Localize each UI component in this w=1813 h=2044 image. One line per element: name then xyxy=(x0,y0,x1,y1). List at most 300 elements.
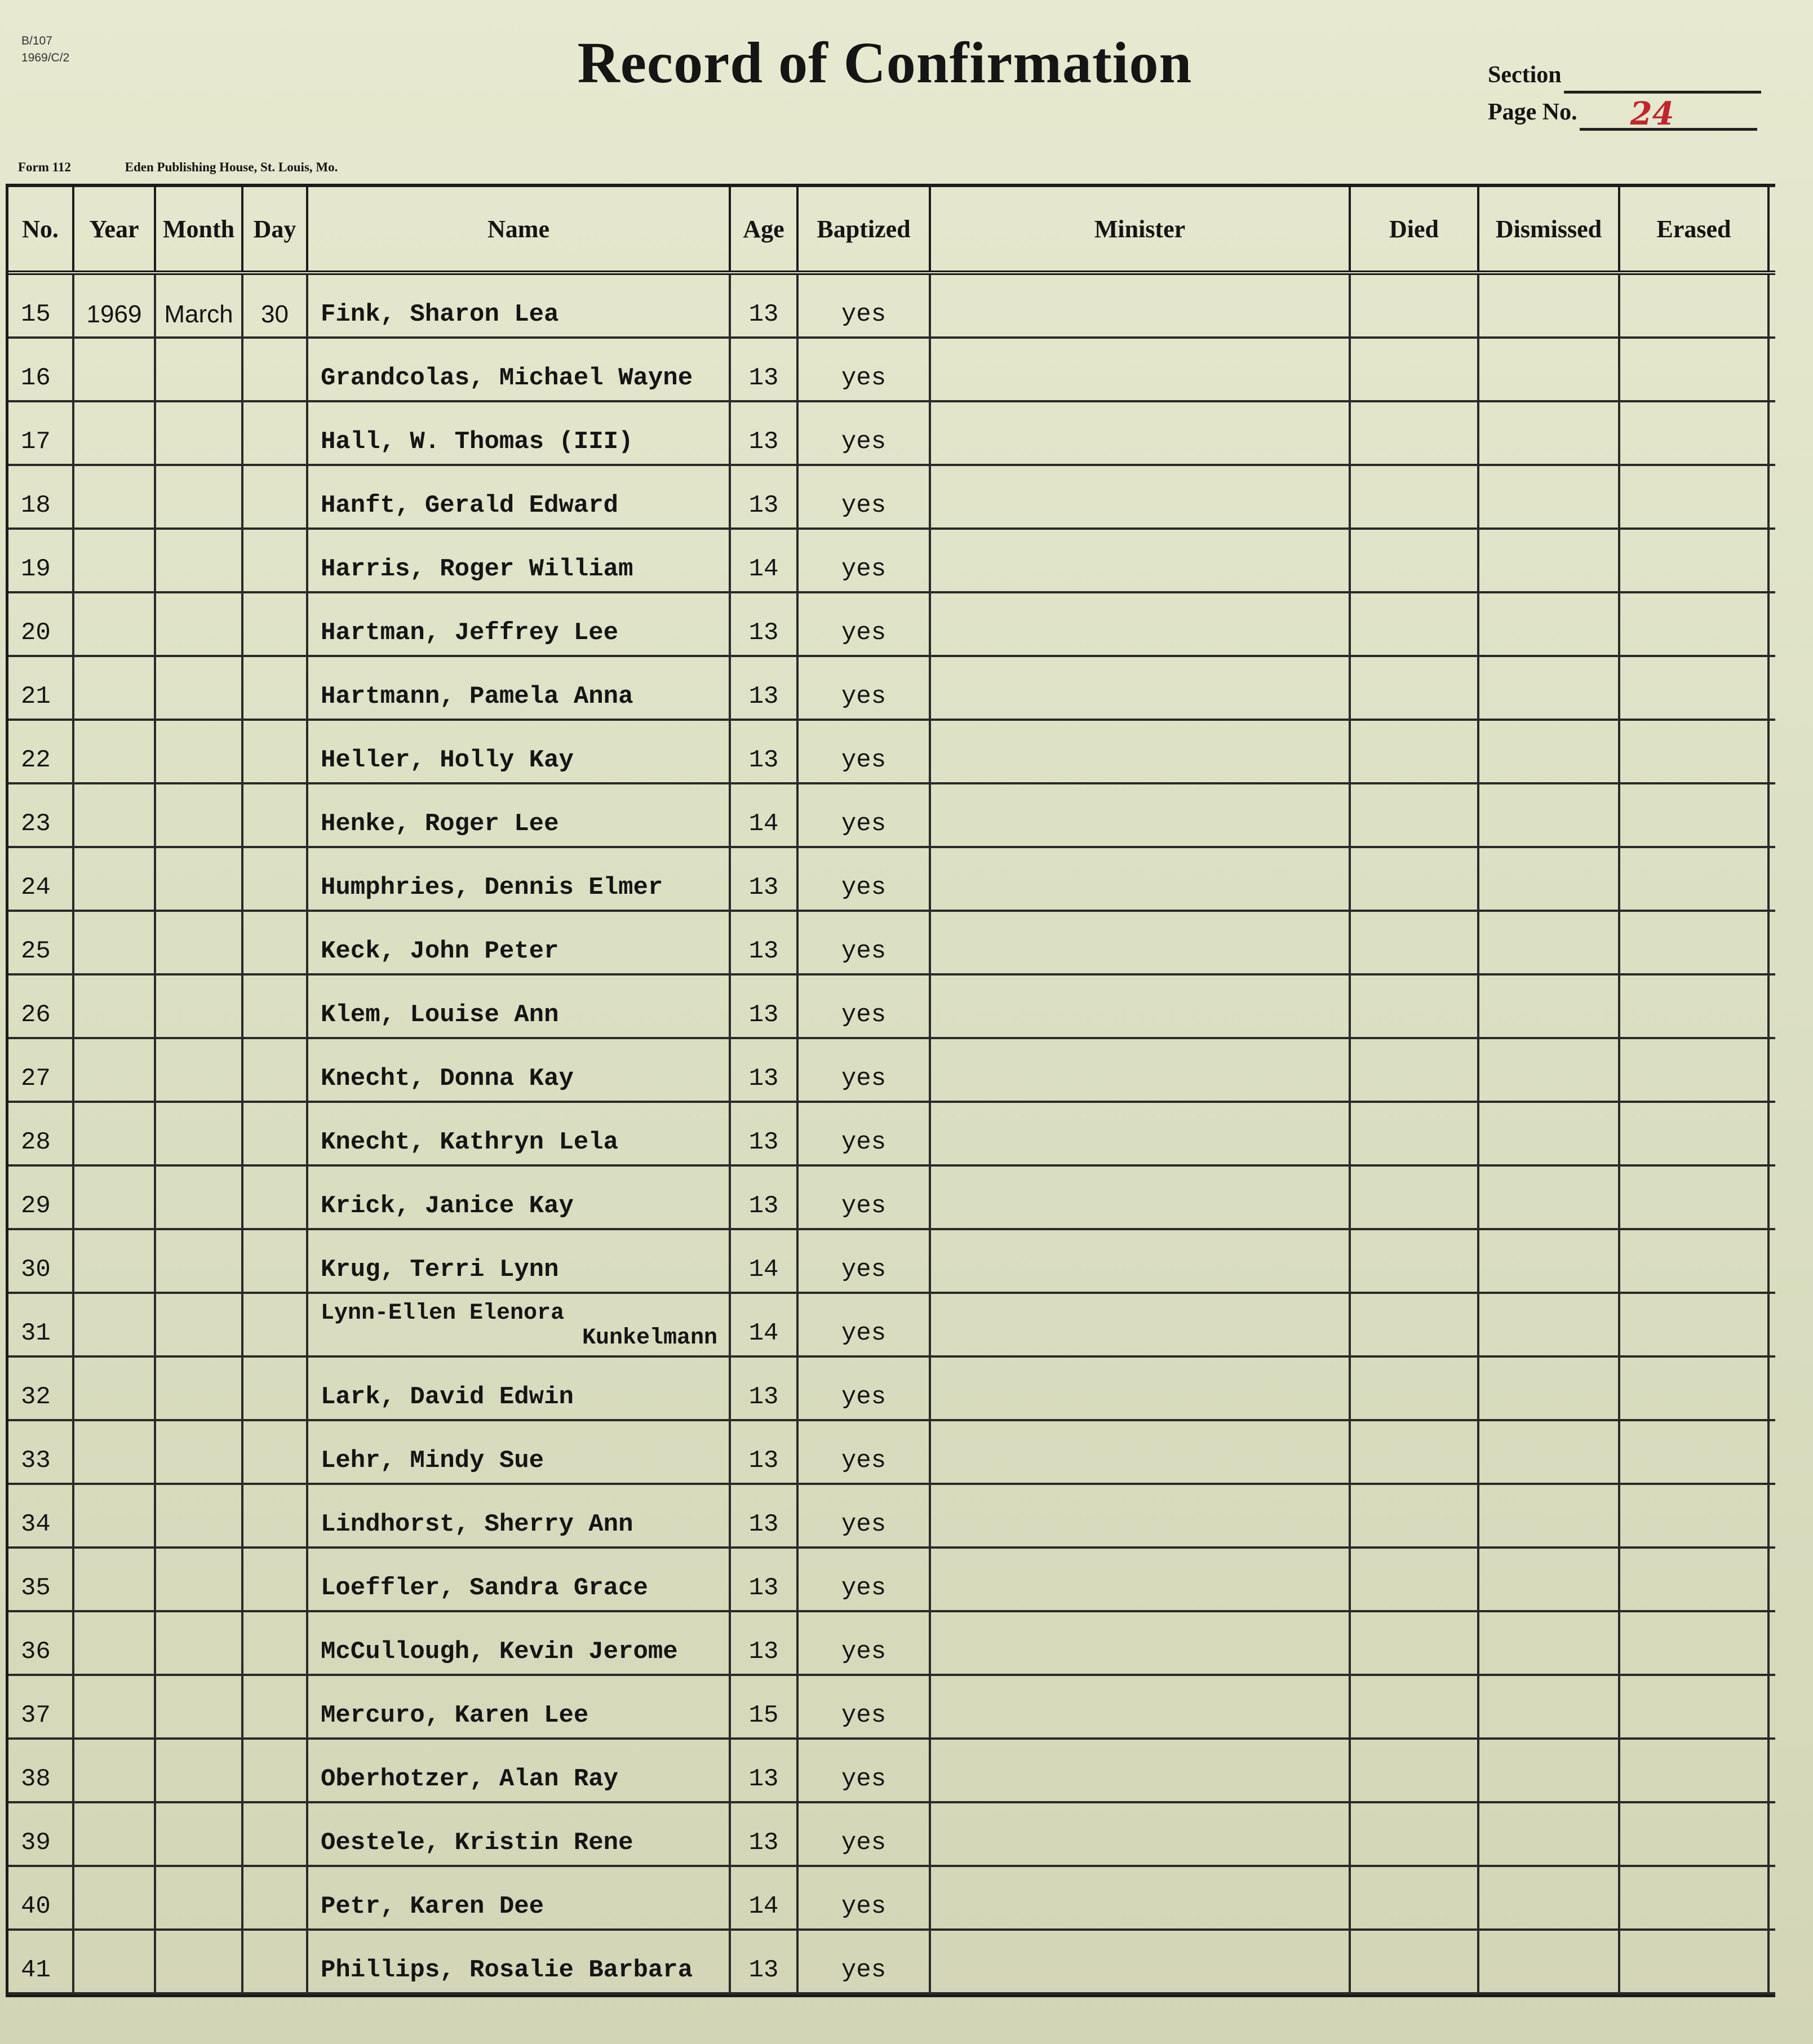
cell-name: Petr, Karen Dee xyxy=(308,1867,731,1928)
cell-name: Hartman, Jeffrey Lee xyxy=(308,593,731,655)
cell-month xyxy=(156,784,243,846)
cell-name: Keck, John Peter xyxy=(308,912,731,973)
page-no-row xyxy=(1488,94,1761,131)
cell-died xyxy=(1351,1485,1479,1546)
cell-day xyxy=(243,339,308,400)
cell-baptized: yes xyxy=(799,1039,931,1101)
cell-year xyxy=(74,848,156,910)
cell-dismissed xyxy=(1479,1358,1620,1419)
header-minister: Minister xyxy=(931,187,1351,271)
table-row xyxy=(8,1358,1775,1421)
cell-minister xyxy=(931,466,1351,527)
cell-month xyxy=(156,1931,243,1992)
cell-name: Grandcolas, Michael Wayne xyxy=(308,339,731,400)
table-row xyxy=(8,1676,1775,1740)
cell-name: Hartmann, Pamela Anna xyxy=(308,657,731,719)
cell-name: Lindhorst, Sherry Ann xyxy=(308,1485,731,1546)
cell-age: 13 xyxy=(731,976,799,1037)
cell-baptized: yes xyxy=(799,275,931,336)
cell-no: 28 xyxy=(8,1103,74,1164)
cell-month xyxy=(156,530,243,591)
cell-month xyxy=(156,1294,243,1355)
cell-dismissed xyxy=(1479,657,1620,719)
cell-died xyxy=(1351,1294,1479,1355)
cell-year xyxy=(74,1485,156,1546)
cell-baptized: yes xyxy=(799,721,931,782)
table-row xyxy=(8,1485,1775,1549)
cell-no: 24 xyxy=(8,848,74,910)
cell-year xyxy=(74,1676,156,1737)
cell-no: 27 xyxy=(8,1039,74,1101)
cell-age: 13 xyxy=(731,1612,799,1674)
cell-erased xyxy=(1620,275,1770,336)
cell-died xyxy=(1351,1612,1479,1674)
table-row xyxy=(8,848,1775,912)
cell-dismissed xyxy=(1479,1803,1620,1865)
cell-no: 22 xyxy=(8,721,74,782)
cell-name: Knecht, Donna Kay xyxy=(308,1039,731,1101)
cell-name: Knecht, Kathryn Lela xyxy=(308,1103,731,1164)
cell-dismissed xyxy=(1479,1103,1620,1164)
cell-day xyxy=(243,1294,308,1355)
cell-day xyxy=(243,912,308,973)
cell-died xyxy=(1351,784,1479,846)
cell-minister xyxy=(931,1294,1351,1355)
cell-month xyxy=(156,1103,243,1164)
cell-baptized: yes xyxy=(799,339,931,400)
header-no: No. xyxy=(8,187,74,271)
table-row xyxy=(8,275,1775,339)
cell-month xyxy=(156,976,243,1037)
cell-year xyxy=(74,657,156,719)
table-row xyxy=(8,1167,1775,1230)
cell-month xyxy=(156,1039,243,1101)
cell-dismissed xyxy=(1479,1230,1620,1292)
cell-year xyxy=(74,530,156,591)
cell-died xyxy=(1351,1230,1479,1292)
cell-year xyxy=(74,1740,156,1801)
cell-year xyxy=(74,784,156,846)
cell-day xyxy=(243,1421,308,1483)
cell-erased xyxy=(1620,1676,1770,1737)
cell-died xyxy=(1351,1867,1479,1928)
cell-erased xyxy=(1620,721,1770,782)
cell-day xyxy=(243,1167,308,1228)
name-line-1: Lynn-Ellen Elenora xyxy=(321,1301,565,1326)
cell-month xyxy=(156,593,243,655)
cell-age: 13 xyxy=(731,848,799,910)
cell-month xyxy=(156,1612,243,1674)
cell-age: 14 xyxy=(731,1294,799,1355)
page-no-field xyxy=(1580,95,1757,132)
cell-year xyxy=(74,1358,156,1419)
cell-baptized: yes xyxy=(799,1294,931,1355)
cell-year xyxy=(74,1867,156,1928)
cell-minister xyxy=(931,1485,1351,1546)
cell-erased xyxy=(1620,1039,1770,1101)
cell-month xyxy=(156,1167,243,1228)
cell-day xyxy=(243,1358,308,1419)
cell-minister xyxy=(931,1867,1351,1928)
cell-no: 40 xyxy=(8,1867,74,1928)
cell-minister xyxy=(931,1740,1351,1801)
cell-month xyxy=(156,1421,243,1483)
cell-no: 41 xyxy=(8,1931,74,1992)
cell-erased xyxy=(1620,1485,1770,1546)
cell-baptized: yes xyxy=(799,593,931,655)
cell-day xyxy=(243,1740,308,1801)
cell-no: 36 xyxy=(8,1612,74,1674)
cell-no: 33 xyxy=(8,1421,74,1483)
cell-minister xyxy=(931,1039,1351,1101)
cell-erased xyxy=(1620,1421,1770,1483)
cell-died xyxy=(1351,593,1479,655)
cell-baptized: yes xyxy=(799,1803,931,1865)
cell-year xyxy=(74,402,156,464)
cell-erased xyxy=(1620,402,1770,464)
section-field xyxy=(1564,68,1761,94)
cell-name: Phillips, Rosalie Barbara xyxy=(308,1931,731,1992)
cell-erased xyxy=(1620,530,1770,591)
header-year: Year xyxy=(74,187,156,271)
cell-dismissed xyxy=(1479,1549,1620,1610)
cell-minister xyxy=(931,657,1351,719)
cell-minister xyxy=(931,530,1351,591)
cell-erased xyxy=(1620,1740,1770,1801)
cell-year xyxy=(74,1039,156,1101)
cell-name xyxy=(308,1294,731,1355)
cell-dismissed xyxy=(1479,466,1620,527)
cell-died xyxy=(1351,402,1479,464)
cell-day xyxy=(243,1485,308,1546)
cell-age: 13 xyxy=(731,339,799,400)
section-block xyxy=(1488,56,1761,131)
cell-dismissed xyxy=(1479,912,1620,973)
cell-baptized: yes xyxy=(799,1549,931,1610)
cell-no: 20 xyxy=(8,593,74,655)
cell-age: 14 xyxy=(731,1230,799,1292)
cell-erased xyxy=(1620,1867,1770,1928)
table-row xyxy=(8,1612,1775,1676)
cell-died xyxy=(1351,1549,1479,1610)
cell-day xyxy=(243,1867,308,1928)
cell-minister xyxy=(931,1931,1351,1992)
cell-age: 13 xyxy=(731,275,799,336)
cell-month xyxy=(156,466,243,527)
cell-died xyxy=(1351,1740,1479,1801)
archive-ref-line: B/107 xyxy=(21,34,52,47)
cell-month xyxy=(156,1230,243,1292)
cell-baptized: yes xyxy=(799,784,931,846)
cell-erased xyxy=(1620,1294,1770,1355)
cell-died xyxy=(1351,1803,1479,1865)
cell-died xyxy=(1351,976,1479,1037)
cell-day xyxy=(243,1039,308,1101)
cell-name: Fink, Sharon Lea xyxy=(308,275,731,336)
cell-age: 13 xyxy=(731,1549,799,1610)
table-row xyxy=(8,1230,1775,1294)
cell-minister xyxy=(931,1803,1351,1865)
cell-minister xyxy=(931,912,1351,973)
table-row xyxy=(8,784,1775,848)
cell-day xyxy=(243,657,308,719)
confirmation-table xyxy=(6,184,1775,1997)
cell-name: Krick, Janice Kay xyxy=(308,1167,731,1228)
cell-baptized: yes xyxy=(799,1740,931,1801)
cell-minister xyxy=(931,1612,1351,1674)
cell-month xyxy=(156,912,243,973)
cell-name: Loeffler, Sandra Grace xyxy=(308,1549,731,1610)
cell-minister xyxy=(931,275,1351,336)
cell-name: Hall, W. Thomas (III) xyxy=(308,402,731,464)
cell-age: 13 xyxy=(731,1931,799,1992)
cell-erased xyxy=(1620,466,1770,527)
page-title: Record of Confirmation xyxy=(577,30,1193,95)
cell-minister xyxy=(931,1103,1351,1164)
cell-age: 15 xyxy=(731,1676,799,1737)
cell-year xyxy=(74,1167,156,1228)
cell-minister xyxy=(931,1358,1351,1419)
cell-month xyxy=(156,1803,243,1865)
cell-name: Heller, Holly Kay xyxy=(308,721,731,782)
table-row xyxy=(8,339,1775,402)
table-row xyxy=(8,1549,1775,1612)
cell-name: Mercuro, Karen Lee xyxy=(308,1676,731,1737)
cell-name: McCullough, Kevin Jerome xyxy=(308,1612,731,1674)
cell-day xyxy=(243,466,308,527)
cell-baptized: yes xyxy=(799,657,931,719)
table-row xyxy=(8,1103,1775,1167)
cell-age: 13 xyxy=(731,1485,799,1546)
cell-dismissed xyxy=(1479,1421,1620,1483)
cell-erased xyxy=(1620,1931,1770,1992)
cell-dismissed xyxy=(1479,1740,1620,1801)
cell-died xyxy=(1351,1676,1479,1737)
cell-died xyxy=(1351,721,1479,782)
cell-dismissed xyxy=(1479,275,1620,336)
cell-dismissed xyxy=(1479,593,1620,655)
table-row xyxy=(8,1421,1775,1485)
table-row xyxy=(8,466,1775,530)
cell-age: 13 xyxy=(731,1803,799,1865)
cell-name: Oestele, Kristin Rene xyxy=(308,1803,731,1865)
cell-year xyxy=(74,721,156,782)
page-no-label: Page No. xyxy=(1488,99,1577,125)
cell-year xyxy=(74,466,156,527)
cell-dismissed xyxy=(1479,1931,1620,1992)
cell-age: 13 xyxy=(731,1421,799,1483)
cell-year: 1969 xyxy=(74,275,156,336)
cell-age: 13 xyxy=(731,466,799,527)
cell-month xyxy=(156,1549,243,1610)
cell-month xyxy=(156,1740,243,1801)
cell-erased xyxy=(1620,848,1770,910)
cell-dismissed xyxy=(1479,1485,1620,1546)
cell-no: 18 xyxy=(8,466,74,527)
cell-year xyxy=(74,1612,156,1674)
cell-erased xyxy=(1620,657,1770,719)
cell-name: Lark, David Edwin xyxy=(308,1358,731,1419)
cell-no: 25 xyxy=(8,912,74,973)
cell-baptized: yes xyxy=(799,1612,931,1674)
cell-day xyxy=(243,848,308,910)
cell-died xyxy=(1351,1103,1479,1164)
cell-age: 13 xyxy=(731,1740,799,1801)
cell-name: Humphries, Dennis Elmer xyxy=(308,848,731,910)
cell-year xyxy=(74,976,156,1037)
cell-erased xyxy=(1620,1549,1770,1610)
cell-year xyxy=(74,1421,156,1483)
header-baptized: Baptized xyxy=(799,187,931,271)
cell-erased xyxy=(1620,1230,1770,1292)
cell-day: 30 xyxy=(243,275,308,336)
cell-baptized: yes xyxy=(799,402,931,464)
table-row xyxy=(8,1039,1775,1103)
cell-erased xyxy=(1620,1612,1770,1674)
cell-day xyxy=(243,402,308,464)
cell-name: Krug, Terri Lynn xyxy=(308,1230,731,1292)
cell-year xyxy=(74,1931,156,1992)
cell-day xyxy=(243,1803,308,1865)
table-row xyxy=(8,1803,1775,1867)
cell-name: Lehr, Mindy Sue xyxy=(308,1421,731,1483)
archive-ref-line: 1969/C/2 xyxy=(21,51,70,64)
cell-no: 21 xyxy=(8,657,74,719)
cell-day xyxy=(243,721,308,782)
cell-minister xyxy=(931,976,1351,1037)
cell-dismissed xyxy=(1479,721,1620,782)
table-row xyxy=(8,402,1775,466)
cell-minister xyxy=(931,1421,1351,1483)
header-month: Month xyxy=(156,187,243,271)
cell-day xyxy=(243,784,308,846)
table-row xyxy=(8,976,1775,1039)
cell-baptized: yes xyxy=(799,1103,931,1164)
cell-baptized: yes xyxy=(799,1167,931,1228)
cell-name: Oberhotzer, Alan Ray xyxy=(308,1740,731,1801)
cell-month xyxy=(156,1867,243,1928)
cell-died xyxy=(1351,912,1479,973)
table-row xyxy=(8,912,1775,976)
cell-erased xyxy=(1620,339,1770,400)
cell-died xyxy=(1351,1167,1479,1228)
cell-erased xyxy=(1620,1358,1770,1419)
cell-age: 13 xyxy=(731,1103,799,1164)
cell-dismissed xyxy=(1479,976,1620,1037)
cell-age: 13 xyxy=(731,1167,799,1228)
cell-name: Harris, Roger William xyxy=(308,530,731,591)
cell-month xyxy=(156,848,243,910)
cell-baptized: yes xyxy=(799,976,931,1037)
cell-month xyxy=(156,721,243,782)
table-row xyxy=(8,1931,1775,1994)
form-label: Form 112 xyxy=(18,160,71,174)
cell-baptized: yes xyxy=(799,1358,931,1419)
table-row xyxy=(8,1867,1775,1931)
cell-day xyxy=(243,593,308,655)
cell-age: 13 xyxy=(731,721,799,782)
cell-erased xyxy=(1620,1103,1770,1164)
cell-erased xyxy=(1620,1167,1770,1228)
cell-died xyxy=(1351,275,1479,336)
cell-no: 34 xyxy=(8,1485,74,1546)
cell-day xyxy=(243,1612,308,1674)
cell-minister xyxy=(931,1167,1351,1228)
cell-day xyxy=(243,1931,308,1992)
cell-erased xyxy=(1620,593,1770,655)
cell-year xyxy=(74,1294,156,1355)
cell-died xyxy=(1351,339,1479,400)
cell-no: 16 xyxy=(8,339,74,400)
cell-name: Henke, Roger Lee xyxy=(308,784,731,846)
cell-dismissed xyxy=(1479,1294,1620,1355)
cell-day xyxy=(243,1230,308,1292)
cell-age: 13 xyxy=(731,912,799,973)
cell-minister xyxy=(931,1549,1351,1610)
page-no-value: 24 xyxy=(1630,95,1674,132)
cell-day xyxy=(243,976,308,1037)
cell-no: 38 xyxy=(8,1740,74,1801)
cell-dismissed xyxy=(1479,1167,1620,1228)
cell-year xyxy=(74,1103,156,1164)
cell-age: 13 xyxy=(731,593,799,655)
cell-baptized: yes xyxy=(799,848,931,910)
cell-minister xyxy=(931,784,1351,846)
cell-year xyxy=(74,912,156,973)
cell-month xyxy=(156,1676,243,1737)
cell-minister xyxy=(931,402,1351,464)
cell-dismissed xyxy=(1479,784,1620,846)
cell-no: 29 xyxy=(8,1167,74,1228)
cell-no: 15 xyxy=(8,275,74,336)
cell-dismissed xyxy=(1479,339,1620,400)
cell-died xyxy=(1351,848,1479,910)
cell-age: 13 xyxy=(731,402,799,464)
cell-baptized: yes xyxy=(799,1421,931,1483)
cell-no: 17 xyxy=(8,402,74,464)
cell-minister xyxy=(931,848,1351,910)
cell-dismissed xyxy=(1479,530,1620,591)
cell-died xyxy=(1351,1358,1479,1419)
cell-age: 13 xyxy=(731,1358,799,1419)
cell-no: 37 xyxy=(8,1676,74,1737)
cell-dismissed xyxy=(1479,1676,1620,1737)
cell-baptized: yes xyxy=(799,1485,931,1546)
cell-baptized: yes xyxy=(799,912,931,973)
cell-erased xyxy=(1620,784,1770,846)
table-header xyxy=(8,187,1775,275)
cell-month: March xyxy=(156,275,243,336)
header-age: Age xyxy=(731,187,799,271)
cell-dismissed xyxy=(1479,1867,1620,1928)
cell-died xyxy=(1351,1039,1479,1101)
cell-month xyxy=(156,1358,243,1419)
cell-age: 13 xyxy=(731,657,799,719)
cell-dismissed xyxy=(1479,1612,1620,1674)
cell-died xyxy=(1351,1931,1479,1992)
cell-no: 19 xyxy=(8,530,74,591)
table-row xyxy=(8,1294,1775,1358)
table-row xyxy=(8,593,1775,657)
cell-year xyxy=(74,1230,156,1292)
cell-name: Klem, Louise Ann xyxy=(308,976,731,1037)
cell-no: 26 xyxy=(8,976,74,1037)
cell-month xyxy=(156,339,243,400)
cell-died xyxy=(1351,1421,1479,1483)
header-erased: Erased xyxy=(1620,187,1770,271)
table-row xyxy=(8,1740,1775,1803)
cell-no: 32 xyxy=(8,1358,74,1419)
